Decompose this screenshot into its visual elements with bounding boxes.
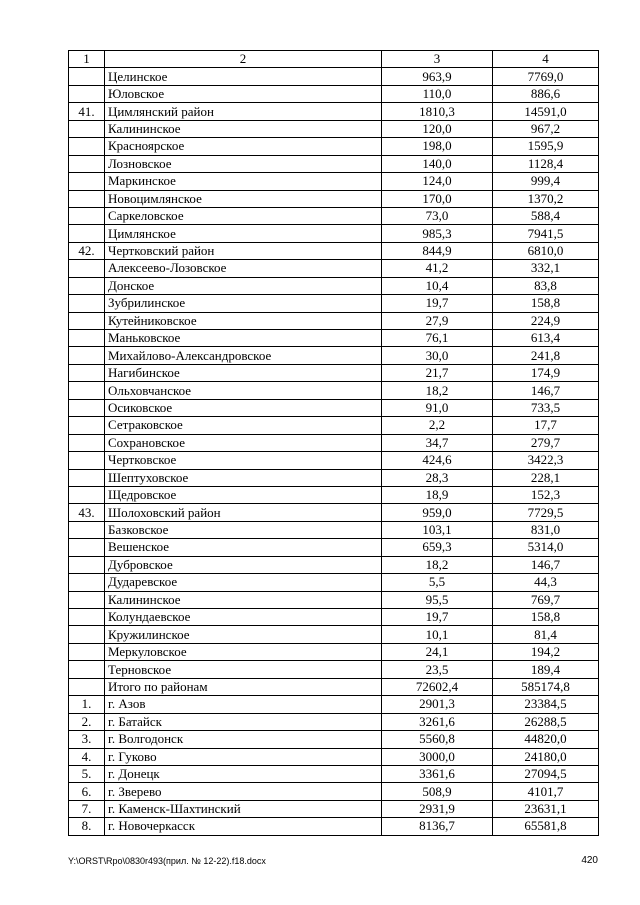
- row-number: [69, 225, 105, 242]
- table-row: [69, 434, 599, 451]
- row-value-3: 844,9: [382, 242, 493, 259]
- row-value-4: 999,4: [493, 173, 599, 190]
- row-value-4: 44820,0: [493, 731, 599, 748]
- row-value-3: 24,1: [382, 643, 493, 660]
- row-name: Маньковское: [105, 330, 382, 347]
- row-value-3: 424,6: [382, 452, 493, 469]
- row-value-3: 140,0: [382, 155, 493, 172]
- row-name: Колундаевское: [105, 609, 382, 626]
- row-name: Цимлянское: [105, 225, 382, 242]
- row-value-4: 4101,7: [493, 783, 599, 800]
- table-row: [69, 242, 599, 259]
- row-name: Базковское: [105, 521, 382, 538]
- table-row: [69, 626, 599, 643]
- table-row: [69, 312, 599, 329]
- row-number: [69, 312, 105, 329]
- row-value-3: 124,0: [382, 173, 493, 190]
- table-row: [69, 678, 599, 695]
- row-value-4: 588,4: [493, 207, 599, 224]
- table-row: [69, 138, 599, 155]
- row-value-3: 8136,7: [382, 818, 493, 835]
- row-value-4: 194,2: [493, 643, 599, 660]
- row-value-4: 83,8: [493, 277, 599, 294]
- row-number: 4.: [69, 748, 105, 765]
- table-row: [69, 521, 599, 538]
- row-value-4: 332,1: [493, 260, 599, 277]
- row-number: [69, 574, 105, 591]
- row-value-4: 241,8: [493, 347, 599, 364]
- row-number: [69, 68, 105, 85]
- row-number: 2.: [69, 713, 105, 730]
- table-row: [69, 539, 599, 556]
- row-value-3: 18,2: [382, 556, 493, 573]
- row-name: г. Новочеркасск: [105, 818, 382, 835]
- header-col-4: 4: [493, 51, 599, 68]
- row-number: 1.: [69, 696, 105, 713]
- table-row: [69, 748, 599, 765]
- row-number: [69, 678, 105, 695]
- table-row: [69, 330, 599, 347]
- row-value-4: 5314,0: [493, 539, 599, 556]
- table-row: [69, 190, 599, 207]
- row-value-4: 65581,8: [493, 818, 599, 835]
- table-row: [69, 85, 599, 102]
- row-name: Красноярское: [105, 138, 382, 155]
- row-value-3: 18,9: [382, 486, 493, 503]
- row-name: Нагибинское: [105, 364, 382, 381]
- row-number: [69, 452, 105, 469]
- row-value-4: 7769,0: [493, 68, 599, 85]
- table-row: [69, 260, 599, 277]
- table-row: [69, 800, 599, 817]
- row-value-4: 1595,9: [493, 138, 599, 155]
- data-table: [68, 50, 599, 836]
- row-number: [69, 330, 105, 347]
- table-row: [69, 818, 599, 835]
- table-row: [69, 765, 599, 782]
- row-value-4: 44,3: [493, 574, 599, 591]
- row-name: Кружилинское: [105, 626, 382, 643]
- row-value-4: 24180,0: [493, 748, 599, 765]
- row-value-3: 959,0: [382, 504, 493, 521]
- page-number: 420: [581, 855, 598, 866]
- row-number: [69, 85, 105, 102]
- row-name: Михайлово-Александровское: [105, 347, 382, 364]
- table-row: [69, 225, 599, 242]
- row-name: г. Донецк: [105, 765, 382, 782]
- row-value-4: 189,4: [493, 661, 599, 678]
- row-value-4: 14591,0: [493, 103, 599, 120]
- row-value-4: 733,5: [493, 399, 599, 416]
- row-number: [69, 138, 105, 155]
- row-value-4: 158,8: [493, 295, 599, 312]
- row-value-4: 17,7: [493, 417, 599, 434]
- row-number: [69, 661, 105, 678]
- row-name: Саркеловское: [105, 207, 382, 224]
- row-value-3: 1810,3: [382, 103, 493, 120]
- row-number: [69, 347, 105, 364]
- row-number: 6.: [69, 783, 105, 800]
- row-name: Вешенское: [105, 539, 382, 556]
- row-name: Терновское: [105, 661, 382, 678]
- row-value-4: 152,3: [493, 486, 599, 503]
- row-value-4: 613,4: [493, 330, 599, 347]
- table-row: [69, 417, 599, 434]
- table-row: [69, 364, 599, 381]
- row-name: Алексеево-Лозовское: [105, 260, 382, 277]
- row-value-3: 21,7: [382, 364, 493, 381]
- row-name: Меркуловское: [105, 643, 382, 660]
- row-value-4: 81,4: [493, 626, 599, 643]
- table-row: [69, 295, 599, 312]
- row-number: [69, 207, 105, 224]
- row-number: [69, 556, 105, 573]
- row-name: Калининское: [105, 591, 382, 608]
- row-name: Щедровское: [105, 486, 382, 503]
- row-value-3: 95,5: [382, 591, 493, 608]
- row-value-3: 10,4: [382, 277, 493, 294]
- row-value-3: 3000,0: [382, 748, 493, 765]
- row-number: [69, 399, 105, 416]
- row-name: Зубрилинское: [105, 295, 382, 312]
- row-number: [69, 155, 105, 172]
- row-name: Дубровское: [105, 556, 382, 573]
- row-value-3: 2901,3: [382, 696, 493, 713]
- row-value-3: 198,0: [382, 138, 493, 155]
- row-number: [69, 643, 105, 660]
- row-value-3: 2,2: [382, 417, 493, 434]
- row-value-4: 146,7: [493, 556, 599, 573]
- row-number: [69, 364, 105, 381]
- row-number: [69, 382, 105, 399]
- row-value-3: 23,5: [382, 661, 493, 678]
- row-value-4: 224,9: [493, 312, 599, 329]
- table-row: [69, 277, 599, 294]
- row-value-3: 18,2: [382, 382, 493, 399]
- table-row: [69, 469, 599, 486]
- row-value-3: 10,1: [382, 626, 493, 643]
- row-name: Кутейниковское: [105, 312, 382, 329]
- row-value-3: 963,9: [382, 68, 493, 85]
- row-number: [69, 434, 105, 451]
- table-row: [69, 382, 599, 399]
- row-name: Ольховчанское: [105, 382, 382, 399]
- row-number: 3.: [69, 731, 105, 748]
- row-number: [69, 120, 105, 137]
- row-value-4: 831,0: [493, 521, 599, 538]
- table-row: [69, 103, 599, 120]
- row-value-4: 967,2: [493, 120, 599, 137]
- row-value-4: 228,1: [493, 469, 599, 486]
- row-value-4: 26288,5: [493, 713, 599, 730]
- table-row: [69, 207, 599, 224]
- row-name: г. Азов: [105, 696, 382, 713]
- table-row: [69, 173, 599, 190]
- row-number: [69, 469, 105, 486]
- row-value-3: 659,3: [382, 539, 493, 556]
- row-number: 7.: [69, 800, 105, 817]
- row-value-4: 174,9: [493, 364, 599, 381]
- row-number: [69, 539, 105, 556]
- row-value-4: 146,7: [493, 382, 599, 399]
- row-value-3: 3361,6: [382, 765, 493, 782]
- row-value-4: 3422,3: [493, 452, 599, 469]
- row-value-3: 5,5: [382, 574, 493, 591]
- header-col-3: 3: [382, 51, 493, 68]
- row-name: Цимлянский район: [105, 103, 382, 120]
- row-value-4: 7941,5: [493, 225, 599, 242]
- row-value-3: 27,9: [382, 312, 493, 329]
- row-name: Калининское: [105, 120, 382, 137]
- row-value-4: 6810,0: [493, 242, 599, 259]
- row-value-3: 73,0: [382, 207, 493, 224]
- row-name: г. Зверево: [105, 783, 382, 800]
- row-value-3: 110,0: [382, 85, 493, 102]
- row-name: Чертковское: [105, 452, 382, 469]
- row-name: г. Каменск-Шахтинский: [105, 800, 382, 817]
- row-value-4: 7729,5: [493, 504, 599, 521]
- row-name: Сетраковское: [105, 417, 382, 434]
- table-row: [69, 556, 599, 573]
- row-number: [69, 190, 105, 207]
- row-value-4: 27094,5: [493, 765, 599, 782]
- row-name: Маркинское: [105, 173, 382, 190]
- row-name: Сохрановское: [105, 434, 382, 451]
- row-name: Целинское: [105, 68, 382, 85]
- row-name: Юловское: [105, 85, 382, 102]
- table-row: [69, 661, 599, 678]
- row-number: [69, 609, 105, 626]
- table-row: [69, 399, 599, 416]
- row-value-3: 34,7: [382, 434, 493, 451]
- row-name: Итого по районам: [105, 678, 382, 695]
- table-row: [69, 609, 599, 626]
- table-row: [69, 783, 599, 800]
- header-col-1: 1: [69, 51, 105, 68]
- row-number: 8.: [69, 818, 105, 835]
- row-value-3: 41,2: [382, 260, 493, 277]
- row-name: Дударевское: [105, 574, 382, 591]
- row-value-4: 585174,8: [493, 678, 599, 695]
- table-row: [69, 120, 599, 137]
- row-name: Чертковский район: [105, 242, 382, 259]
- row-value-4: 23631,1: [493, 800, 599, 817]
- row-value-3: 120,0: [382, 120, 493, 137]
- row-value-3: 985,3: [382, 225, 493, 242]
- row-value-3: 28,3: [382, 469, 493, 486]
- row-number: [69, 277, 105, 294]
- table-row: [69, 347, 599, 364]
- row-value-3: 2931,9: [382, 800, 493, 817]
- row-number: 5.: [69, 765, 105, 782]
- row-name: Шептуховское: [105, 469, 382, 486]
- row-value-3: 5560,8: [382, 731, 493, 748]
- row-number: [69, 295, 105, 312]
- row-number: 41.: [69, 103, 105, 120]
- table-row: [69, 643, 599, 660]
- table-row: [69, 713, 599, 730]
- table-row: [69, 574, 599, 591]
- row-value-4: 158,8: [493, 609, 599, 626]
- table-row: [69, 731, 599, 748]
- row-name: Новоцимлянское: [105, 190, 382, 207]
- row-value-3: 508,9: [382, 783, 493, 800]
- row-number: [69, 486, 105, 503]
- row-value-4: 769,7: [493, 591, 599, 608]
- table-row: [69, 696, 599, 713]
- row-value-3: 170,0: [382, 190, 493, 207]
- row-value-4: 1128,4: [493, 155, 599, 172]
- row-value-4: 886,6: [493, 85, 599, 102]
- row-name: г. Батайск: [105, 713, 382, 730]
- row-value-3: 19,7: [382, 295, 493, 312]
- row-value-3: 103,1: [382, 521, 493, 538]
- row-value-4: 1370,2: [493, 190, 599, 207]
- row-name: Осиковское: [105, 399, 382, 416]
- table-row: [69, 452, 599, 469]
- row-number: [69, 626, 105, 643]
- table-row: [69, 155, 599, 172]
- row-name: г. Волгодонск: [105, 731, 382, 748]
- row-number: [69, 417, 105, 434]
- row-value-3: 72602,4: [382, 678, 493, 695]
- row-number: 43.: [69, 504, 105, 521]
- table-row: [69, 504, 599, 521]
- row-number: 42.: [69, 242, 105, 259]
- footer-file-path: Y:\ORST\Rpo\0830r493(прил. № 12-22).f18.docx: [68, 856, 266, 866]
- row-name: Лозновское: [105, 155, 382, 172]
- row-value-3: 19,7: [382, 609, 493, 626]
- row-number: [69, 591, 105, 608]
- table-header-row: [69, 51, 599, 68]
- table-row: [69, 591, 599, 608]
- row-value-3: 30,0: [382, 347, 493, 364]
- row-value-3: 91,0: [382, 399, 493, 416]
- row-value-3: 3261,6: [382, 713, 493, 730]
- row-number: [69, 173, 105, 190]
- table-row: [69, 486, 599, 503]
- row-value-4: 279,7: [493, 434, 599, 451]
- table-row: [69, 68, 599, 85]
- row-name: Шолоховский район: [105, 504, 382, 521]
- row-value-4: 23384,5: [493, 696, 599, 713]
- header-col-2: 2: [105, 51, 382, 68]
- row-number: [69, 521, 105, 538]
- row-number: [69, 260, 105, 277]
- row-value-3: 76,1: [382, 330, 493, 347]
- row-name: Донское: [105, 277, 382, 294]
- row-name: г. Гуково: [105, 748, 382, 765]
